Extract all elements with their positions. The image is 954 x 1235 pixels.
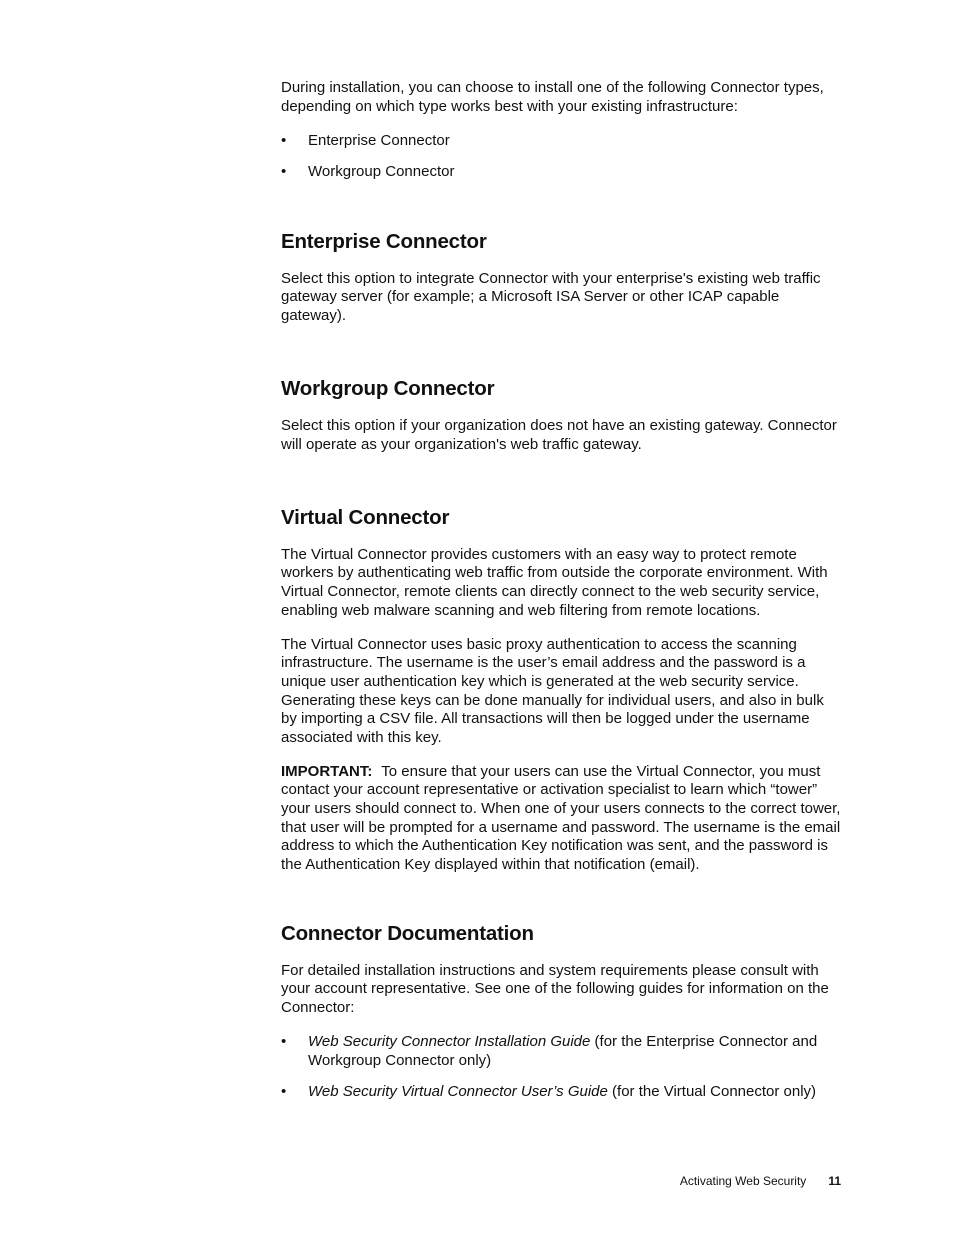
bullet-icon: • [281, 162, 287, 180]
page-footer [680, 1174, 841, 1188]
page-number: 11 [828, 1174, 841, 1188]
enterprise-connector-heading: Enterprise Connector [281, 229, 487, 253]
workgroup-connector-heading: Workgroup Connector [281, 377, 495, 401]
guide-note: (for the Enterprise Connector and Workgroup Connector only) [308, 1033, 818, 1069]
virtual-connector-paragraph-2: The Virtual Connector uses basic proxy authentication to access the scanning infrastructure. The username is the user’s email address and the password is a unique user authentication key which is generated at the web security service. Generating these keys can be done manually for individual users, and also in bulk by importing a CSV file. All transactions will then be logged under the username associated with this key. [281, 635, 824, 746]
footer-section-title: Activating Web Security [679, 1174, 807, 1188]
bullet-icon: • [281, 1082, 287, 1100]
enterprise-connector-text: Select this option to integrate Connector with your enterprise's existing web traffic gateway server (for example; a Microsoft ISA Server or other ICAP capable gateway). [281, 269, 821, 325]
workgroup-connector-text: Select this option if your organization does not have an existing gateway. Connector will operate as your organization's web traffic gateway. [281, 417, 837, 453]
connector-documentation-text: For detailed installation instructions and system requirements please consult with your account representative. See one of the following guides for information on the Connector: [281, 961, 829, 1017]
bullet-icon: • [281, 1033, 287, 1051]
list-item: • Enterprise Connector [281, 131, 450, 149]
connector-documentation-heading: Connector Documentation [281, 921, 534, 945]
list-item [281, 1033, 843, 1070]
list-item [281, 1083, 843, 1102]
guide-note: (for the Virtual Connector only) [607, 1082, 817, 1100]
guides-list [281, 1033, 843, 1101]
important-text: To ensure that your users can use the Virtual Connector, you must contact your account representative or activation specialist to learn which “tower” your users should connect to. When one of your users connects to the correct tower, that user will be prompted for a username and password. The username is the email address to which the Authentication Key notification was sent, and the password is the Authentication Key displayed within that notification (email). [281, 762, 841, 873]
intro-paragraph: During installation, you can choose to install one of the following Connector types, depending on which type works best with your existing infrastructure: [281, 79, 824, 115]
virtual-connector-paragraph-1: The Virtual Connector provides customers with an easy way to protect remote workers by authenticating web traffic from outside the corporate environment. With Virtual Connector, remote clients can directly connect to the web security service, enabling web malware scanning and web filtering from remote locations. [281, 545, 828, 619]
important-label: IMPORTANT: [281, 762, 373, 780]
page-content [281, 79, 843, 1114]
list-item: • Workgroup Connector [281, 162, 455, 180]
guide-title: Web Security Connector Installation Guide [308, 1033, 591, 1051]
guide-title: Web Security Virtual Connector User’s Guide [308, 1082, 608, 1100]
virtual-connector-heading: Virtual Connector [281, 505, 450, 529]
important-note [281, 763, 843, 875]
bullet-icon: • [281, 131, 287, 149]
connector-types-list [281, 132, 843, 182]
